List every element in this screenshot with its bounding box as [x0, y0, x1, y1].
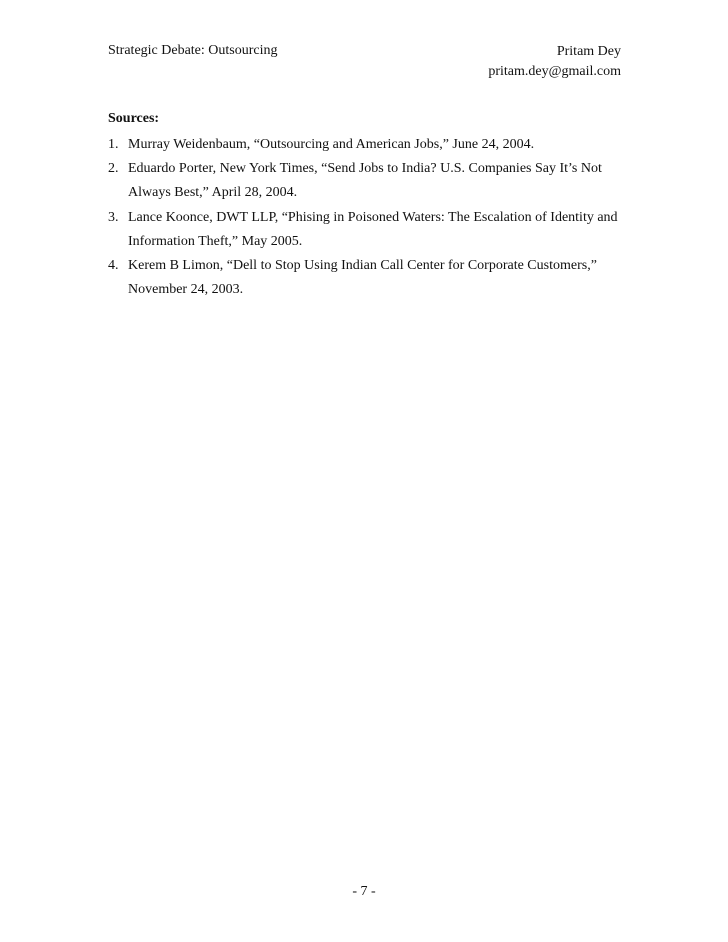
sources-list — [108, 133, 638, 302]
source-text: Murray Weidenbaum, “Outsourcing and American Jobs,” June 24, 2004. — [128, 137, 535, 152]
source-text: Kerem B Limon, “Dell to Stop Using Indian Call Center for Corporate Customers,” November 24, 2003. — [128, 258, 597, 298]
source-item — [108, 206, 638, 254]
document-title: Strategic Debate: Outsourcing — [108, 43, 278, 58]
source-item — [108, 254, 638, 302]
source-text: Eduardo Porter, New York Times, “Send Jobs to India? U.S. Companies Say It’s Not Always Best,” April 28, 2004. — [128, 161, 602, 201]
author-name: Pritam Dey — [556, 44, 621, 59]
source-number: 2. — [108, 161, 119, 177]
source-item — [108, 157, 638, 205]
source-text: Lance Koonce, DWT LLP, “Phising in Poisoned Waters: The Escalation of Identity and Information Theft,” May 2005. — [128, 209, 618, 249]
page-number: - 7 - — [352, 884, 376, 899]
sources-heading: Sources: — [108, 111, 160, 126]
source-number: 4. — [108, 258, 119, 274]
source-number: 1. — [108, 137, 119, 152]
source-item — [108, 133, 638, 157]
author-email: pritam.dey@gmail.com — [488, 64, 621, 79]
author-block — [488, 42, 621, 82]
source-number: 3. — [108, 209, 119, 225]
